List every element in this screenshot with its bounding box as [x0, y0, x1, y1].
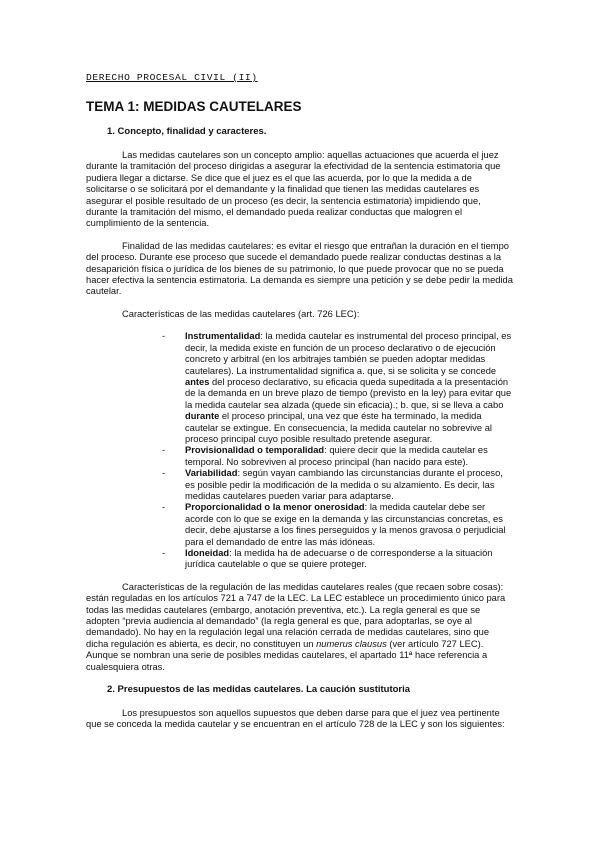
list-dash: -: [162, 445, 166, 456]
term-instrumentalidad: Instrumentalidad: [185, 331, 261, 342]
document-title: TEMA 1: MEDIDAS CAUTELARES: [86, 99, 302, 114]
item-text: del proceso declarativo, su eficacia queda supeditada a la presentación de la demanda en un breve plazo de tiempo (previsto en la ley) para evitar que la medida cautelar sea alzada (quede sin eficacia).; b. que, si se lleva a cabo: [185, 376, 512, 410]
term-provisionalidad: Provisionalidad o temporalidad: [185, 445, 325, 456]
list-item: [162, 548, 513, 571]
list-item: [162, 445, 513, 468]
term-antes: antes: [185, 376, 210, 387]
item-text: : quiere decir que la medida cautelar es temporal. No sobreviven al proceso principal (han nacido para este).: [185, 445, 488, 467]
item-text: : la medida ha de adecuarse o de corresponderse a la situación jurídica cautelable o que se quiere proteger.: [185, 548, 493, 570]
list-item: [162, 468, 513, 502]
list-dash: -: [162, 502, 166, 513]
paragraph-finalidad: Finalidad de las medidas cautelares: es evitar el riesgo que entrañan la duración en el tiempo del proceso. Durante ese proceso que sucede el demandado puede realizar conductas destinas a la desaparición física o jurídica de los bienes de su patrimonio, lo que puede provocar que no se pueda hacer efectiva la sentencia estimatoria. La demanda es siempre una petición y se debe pedir la medida cautelar.: [86, 240, 513, 297]
section-heading-2: 2. Presupuestos de las medidas cautelares. La caución sustitutoria: [107, 684, 411, 696]
paragraph-presupuestos: Los presupuestos son aquellos supuestos que deben darse para que el juez vea pertinente que se conceda la medida cautelar y se encuentran en el artículo 728 de la LEC y son los siguientes:: [86, 708, 505, 730]
list-dash: -: [162, 331, 166, 342]
item-text: el proceso principal, una vez que éste ha terminado, la medida cautelar se extingue. En consecuencia, la medida cautelar no sobrevive al proceso principal cuyo posible resultado pretende asegurar.: [185, 411, 492, 444]
section-heading-1: 1. Concepto, finalidad y caracteres.: [107, 126, 267, 137]
item-text: : según vayan cambiando las circunstancias durante el proceso, es posible pedir la modificación de la medida o su alzamiento. Es decir, las medidas cautelares pueden variar para adaptarse.: [185, 468, 503, 501]
item-text: : la medida cautelar es instrumental del proceso principal, es decir, la medida existe en función de un proceso declarativo o de ejecución concreto y arbitral (en los arbitrajes también se pueden adoptar medidas cautelares). La instrumentalidad significa a. que, si se solicita y se concede: [185, 331, 512, 376]
item-text: : la medida cautelar debe ser acorde con lo que se exige en la demanda y las circunstancias concretas, es decir, debe ajustarse a los fines perseguidos y la menos gravosa o perjudicial para el demandado de entre las más idóneas.: [185, 502, 506, 547]
paragraph-text: Características de la regulación de las medidas cautelares reales (que recaen sobre cosas): están reguladas en los artículos 721 a 747 de la LEC. La LEC establece un procedimiento único para todas las medidas cautelares (embargo, anotación preventiva, etc.). La regla general es que se adopten “previa audiencia al demandado” (la regla general es que, para adoptarlas, se oye al demandado). No hay en la regulación legal una relación cerrada de medidas cautelares, sino que dicha regulación es abierta, es decir, no constituyen un: [86, 581, 506, 649]
list-dash: -: [162, 548, 166, 558]
paragraph-regulacion: [86, 582, 513, 673]
term-variabilidad: Variabilidad: [185, 468, 238, 479]
term-idoneidad: Idoneidad: [185, 548, 230, 558]
latin-term: numerus clausus: [316, 638, 387, 649]
characteristics-list: [86, 331, 513, 571]
list-item: [162, 502, 513, 548]
paragraph-caracteristicas-intro: Características de las medidas cautelares (art. 726 LEC):: [122, 308, 360, 319]
term-proporcionalidad: Proporcionalidad o la menor onerosidad: [185, 502, 365, 513]
term-durante: durante: [185, 411, 220, 422]
paragraph-text: (ver artículo 727 LEC). Aunque se nombran una serie de posibles medidas cautelares, el apartado 11ª hace referencia a cualesquiera otras.: [86, 638, 488, 672]
list-dash: -: [162, 468, 166, 479]
document-header: DERECHO PROCESAL CIVIL (II): [86, 72, 258, 83]
list-item: [162, 331, 513, 445]
paragraph-concepto: Las medidas cautelares son un concepto amplio: aquellas actuaciones que acuerda el juez durante la tramitación del proceso dirigidas a asegurar la efectividad de la sentencia estimatoria que pudiera llegar a dictarse. Se dice que el juez es el que las acuerda, por lo que la medida a de solicitarse o se solicitará por el demandante y la finalidad que tienen las medidas cautelares es asegurar el posible resultado de un proceso (es decir, la sentencia estimatoria) impidiendo que, durante la tramitación del mismo, el demandado pueda realizar conductas que malogren el cumplimiento de la sentencia.: [86, 150, 501, 229]
